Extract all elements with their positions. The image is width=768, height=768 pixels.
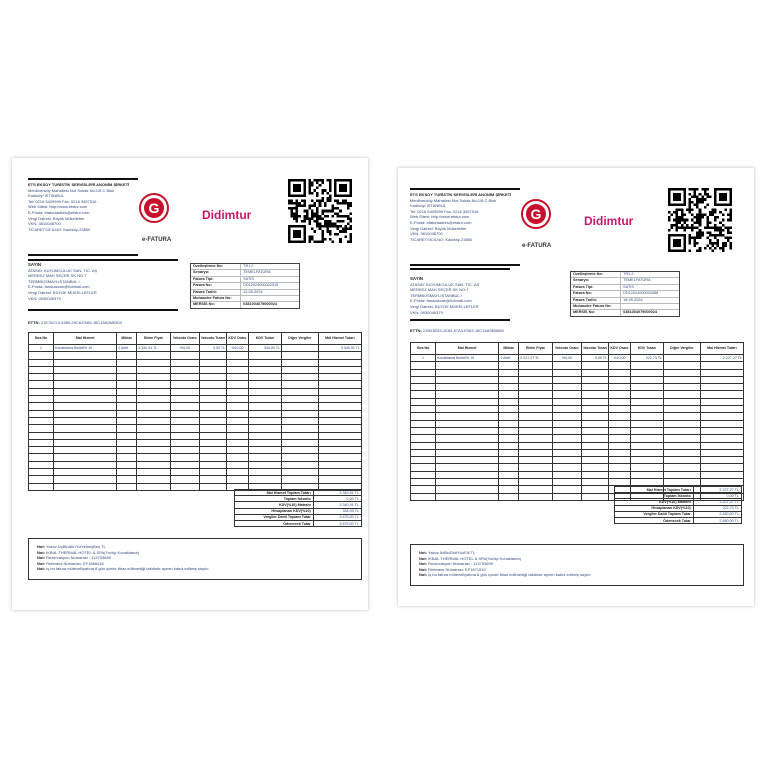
empty-table-row: [411, 398, 744, 405]
note-label: Not:: [419, 550, 427, 555]
note-label: Not:: [419, 566, 427, 572]
empty-table-row: [411, 369, 744, 376]
cell-no: 1: [411, 355, 436, 362]
qr-code: [668, 188, 732, 252]
totals-table: [614, 486, 742, 524]
meta-value: TR1.2: [241, 264, 299, 270]
empty-table-row: [29, 374, 362, 381]
meta-key: Fatura No:: [191, 283, 241, 289]
column-header: KDV Tutarı: [630, 343, 663, 355]
totals-value: 3.340,91 TL: [313, 502, 361, 508]
empty-table-row: [411, 464, 744, 471]
meta-key: Özelleştirme No:: [571, 272, 621, 278]
totals-key: Hesaplanan KDV(%10): [235, 508, 314, 514]
seller-bottom-rule: [28, 254, 138, 256]
column-header: İskonto Oranı: [552, 343, 582, 355]
cell-disc: 0,00 TL: [582, 355, 609, 362]
buyer-vkn: VKN: 0930046379: [28, 295, 61, 301]
note-text: Rezervasyon Numarası : 113753885: [46, 555, 111, 561]
column-header: Diğer Vergiler: [282, 333, 319, 345]
empty-table-row: [411, 391, 744, 398]
buyer-heading: SAYIN: [28, 262, 42, 267]
meta-key: Özelleştirme No:: [191, 264, 241, 270]
meta-value: DD12024000000388: [621, 291, 679, 297]
column-header: İskonto Tutarı: [582, 343, 609, 355]
totals-table: [234, 489, 362, 527]
empty-table-row: [411, 420, 744, 427]
buyer-name: ATASAY KUYUMCULUK SAN. TİC. AŞ: [28, 267, 98, 273]
seller-top-rule: [28, 178, 138, 180]
seller-city: Kadıköy/ İSTANBUL: [28, 193, 64, 199]
cell-disc-rate: %0,00: [552, 355, 582, 362]
seller-block: [28, 182, 146, 232]
buyer-district: TERMBOSMAYLISTANBUL /: [410, 292, 462, 298]
totals-key: Hesaplanan KDV(%10): [615, 505, 694, 511]
gib-seal-logo: [520, 198, 552, 236]
brand-logo-text: Didimtur: [584, 214, 634, 228]
empty-table-row: [411, 413, 744, 420]
meta-value: 12-09-2024: [241, 289, 299, 295]
meta-key: Muhasebe Fatura No:: [191, 296, 241, 302]
ettn-value: 21E76C24-9380-29C8-E065-16C15A9M0303: [40, 320, 122, 325]
totals-value: 222,73 TL: [693, 505, 741, 511]
seller-web: Web Sitesi: http://www.etstur.com: [28, 204, 88, 210]
note-text: İKBAL THERMAL HOTEL & SPA(Yurtiçi Konaklama): [428, 555, 521, 561]
empty-table-row: [29, 410, 362, 417]
meta-key: MERSİS No:: [571, 310, 621, 316]
ettn-label: ETTN:: [28, 320, 40, 325]
empty-table-row: [411, 435, 744, 442]
table-header-row: [411, 343, 744, 355]
seller-name: ETS EKSOY TURİSTİK SERVİSLERİ ANONİM ŞİRKETİ: [28, 182, 130, 187]
totals-key: Ödenecek Tutar: [615, 517, 694, 523]
column-header: Diğer Vergiler: [664, 343, 701, 355]
seller-web: Web Sitesi: http://www.etstur.com: [410, 214, 470, 220]
empty-table-row: [29, 439, 362, 446]
column-header: KDV Oranı: [609, 343, 631, 355]
seller-tax-office: Vergi Dairesi: Büyük Mükellefler: [410, 225, 467, 231]
efatura-label: e-FATURA: [142, 237, 172, 243]
cell-desc: Konaklama Bedeli% 10: [53, 345, 116, 352]
meta-key: Fatura Tipi:: [571, 284, 621, 290]
meta-value: 0381004079000024: [243, 302, 277, 307]
empty-table-row: [29, 403, 362, 410]
ettn-line: [410, 328, 504, 333]
column-header: KDV Oranı: [227, 333, 249, 345]
invoice-meta-box: [570, 271, 680, 317]
brand-logo-text: Didimtur: [202, 208, 252, 222]
totals-key: Mal Hizmet Toplam Tutarı: [615, 487, 694, 493]
empty-table-row: [29, 381, 362, 388]
totals-value: 2.450,00 TL: [693, 517, 741, 523]
seller-trade-reg: TİCARETSİCİLNO: Kadıköy-23850: [410, 236, 473, 242]
cell-qty: 1 Adet: [499, 355, 519, 362]
note-text: Rezervasyon Numarası : 113753690: [428, 561, 493, 567]
buyer-address: MERKEZ MAH SEÇER SK NO:7: [410, 287, 469, 293]
meta-key: Fatura Tarihi:: [571, 297, 621, 303]
svg-text:G: G: [530, 206, 542, 222]
ettn-label: ETTN:: [410, 328, 422, 333]
buyer-block: [410, 276, 560, 315]
meta-key: Muhasebe Fatura No:: [571, 304, 621, 310]
meta-row: [571, 310, 679, 316]
cell-other: [664, 355, 701, 362]
seller-bottom-rule: [410, 264, 520, 266]
meta-key: Senaryo:: [191, 270, 241, 276]
totals-key: Vergiler Dahil Toplam Tutar: [615, 511, 694, 517]
note-line: [37, 566, 353, 572]
cell-desc: Konaklama Bedeli% 10: [435, 355, 498, 362]
buyer-tax-office: Vergi Dairesi: BÜYÜK MÜKELLEFLER: [410, 303, 479, 309]
column-header: Birim Fiyat: [137, 333, 170, 345]
empty-table-row: [29, 454, 362, 461]
seller-email: E-Posta: efaturaadres@etstur.com: [28, 209, 90, 215]
invoice-page-2: [398, 168, 754, 606]
line-items-body: [29, 345, 362, 491]
column-header: Mal Hizmet Tutarı: [700, 343, 743, 355]
empty-table-row: [29, 461, 362, 468]
note-text: İş bu fatura mütevelliyatına 8 gün içinde itiraz edilmediği takdirde aynen kabul edilmiş sayılır.: [428, 572, 592, 578]
empty-table-row: [29, 447, 362, 454]
totals-value: 2.227,27 TL: [693, 499, 741, 505]
note-text: Yalnız ÜçBinAltıYüzYetmişBeş TL: [46, 544, 106, 549]
ettn-line: [28, 320, 122, 325]
note-label: Not:: [37, 566, 45, 572]
empty-table-row: [411, 362, 744, 369]
empty-table-row: [29, 425, 362, 432]
buyer-name: ATASAY KUYUMCULUK SAN. TİC. AŞ: [410, 281, 480, 287]
seller-address: Merdivenköy Mahallesi Nur Sokak No:1/8 C Blok: [28, 187, 115, 193]
totals-value: 3.675,00 TL: [313, 514, 361, 520]
meta-value: TEMELFATURA: [241, 270, 299, 276]
seller-vkn: VKN: 3810046700: [28, 221, 61, 227]
seller-name: ETS EKSOY TURİSTİK SERVİSLERİ ANONİM ŞİRKETİ: [410, 192, 512, 197]
seller-phone: Tel: 0216 5429999 Fax: 0216 3457516: [410, 208, 479, 214]
note-label: Not:: [37, 560, 45, 566]
note-label: Not:: [37, 555, 45, 561]
seller-city: Kadıköy/ İSTANBUL: [410, 203, 446, 209]
seller-trade-reg: TİCARETSİCİLNO: Kadıköy-23850: [28, 226, 91, 232]
seller-vkn: VKN: 3810046700: [410, 231, 443, 237]
seller-email: E-Posta: efaturaadres@etstur.com: [410, 219, 472, 225]
totals-key: Ödenecek Tutar: [235, 520, 314, 526]
svg-text:G: G: [148, 200, 160, 216]
buyer-bottom-rule: [410, 319, 510, 321]
line-items-body: [411, 355, 744, 501]
totals-row: [615, 517, 742, 523]
empty-table-row: [29, 359, 362, 366]
meta-value: 18-09-2024: [621, 297, 679, 303]
meta-value: SATIS: [621, 284, 679, 290]
buyer-email: E-Posta: farukakcan@hotmail.com: [28, 284, 90, 290]
buyer-block: [28, 262, 178, 301]
empty-table-row: [29, 366, 362, 373]
seller-tax-office: Vergi Dairesi: Büyük Mükellefler: [28, 215, 85, 221]
empty-table-row: [29, 388, 362, 395]
cell-vat: 334,09 TL: [248, 345, 281, 352]
buyer-top-rule: [28, 259, 178, 261]
meta-key: MERSİS No:: [191, 302, 241, 308]
empty-table-row: [29, 432, 362, 439]
note-label: Not:: [419, 572, 427, 578]
cell-no: 1: [29, 345, 54, 352]
empty-table-row: [411, 384, 744, 391]
column-header: İskonto Tutarı: [200, 333, 227, 345]
table-row: [411, 355, 744, 362]
meta-value: TEMELFATURA: [621, 278, 679, 284]
buyer-address: MERKEZ MAH SEÇER SK NO:7: [28, 273, 87, 279]
note-text: Referans Numarası: EF1871510: [428, 566, 486, 572]
totals-value: 2.227,27 TL: [693, 487, 741, 493]
buyer-heading: SAYIN: [410, 276, 424, 281]
totals-value: 2.450,00 TL: [693, 511, 741, 517]
empty-table-row: [411, 479, 744, 486]
note-text: Referans Numarası: EF1866416: [46, 560, 104, 566]
cell-price: 3.340,91 TL: [137, 345, 170, 352]
qr-code: [288, 179, 352, 243]
totals-key: Toplam İskonto: [615, 493, 694, 499]
totals-key: Mal Hizmet Toplam Tutarı: [235, 490, 314, 496]
note-line: [419, 572, 735, 578]
invoice-meta-box: [190, 263, 300, 309]
cell-other: [282, 345, 319, 352]
cell-vat-rate: %10,00: [227, 345, 249, 352]
seller-phone: Tel: 0216 5429999 Fax: 0216 3457516: [28, 198, 97, 204]
cell-qty: 1 Adet: [117, 345, 137, 352]
totals-value: 3.675,00 TL: [313, 520, 361, 526]
empty-table-row: [29, 352, 362, 359]
line-items-table: [28, 332, 362, 491]
totals-key: Vergiler Dahil Toplam Tutar: [235, 514, 314, 520]
meta-key: Senaryo:: [571, 278, 621, 284]
empty-table-row: [411, 449, 744, 456]
column-header: Sıra No: [411, 343, 436, 355]
empty-table-row: [29, 417, 362, 424]
cell-total: 2.227,27 TL: [700, 355, 743, 362]
cell-vat-rate: %10,00: [609, 355, 631, 362]
empty-table-row: [29, 476, 362, 483]
cell-disc-rate: %0,00: [170, 345, 200, 352]
cell-vat: 222,73 TL: [630, 355, 663, 362]
table-header-row: [29, 333, 362, 345]
cell-total: 3.340,91 TL: [318, 345, 361, 352]
totals-key: Toplam İskonto: [235, 496, 314, 502]
table-row: [29, 345, 362, 352]
ettn-value: 21B03E53-1E83-87A3-E063-16C15A9M0860: [422, 328, 504, 333]
buyer-top-rule: [410, 268, 510, 270]
column-header: Mal Hizmet Tutarı: [318, 333, 361, 345]
empty-table-row: [411, 427, 744, 434]
seller-block: [410, 192, 528, 242]
cell-disc: 0,00 TL: [200, 345, 227, 352]
seller-top-rule: [410, 188, 520, 190]
meta-key: Fatura Tipi:: [191, 276, 241, 282]
totals-value: 3.340,91 TL: [313, 490, 361, 496]
buyer-tax-office: Vergi Dairesi: BÜYÜK MÜKELLEFLER: [28, 289, 97, 295]
column-header: Birim Fiyat: [519, 343, 552, 355]
meta-key: Fatura No:: [571, 291, 621, 297]
column-header: Sıra No: [29, 333, 54, 345]
note-label: Not:: [419, 561, 427, 567]
totals-value: 0,00 TL: [693, 493, 741, 499]
empty-table-row: [29, 469, 362, 476]
empty-table-row: [411, 376, 744, 383]
notes-box: [28, 538, 362, 580]
note-text: Yalnız İkiBinDörtYüzElli TL: [428, 550, 476, 555]
note-text: İKBAL THERMAL HOTEL & SPA(Yurtiçi Konaklama): [46, 549, 139, 555]
buyer-district: TERMBOSMAYLISTANBUL /: [28, 278, 80, 284]
column-header: İskonto Oranı: [170, 333, 200, 345]
meta-value: TR1.2: [621, 272, 679, 278]
column-header: Mal Hizmet: [53, 333, 116, 345]
cell-price: 2.227,27 TL: [519, 355, 552, 362]
meta-value: DD12024000002315: [241, 283, 299, 289]
meta-value: SATIS: [241, 276, 299, 282]
efatura-label: e-FATURA: [522, 243, 552, 249]
buyer-email: E-Posta: farukakcan@hotmail.com: [410, 298, 472, 304]
column-header: Miktar: [499, 343, 519, 355]
meta-row: [191, 302, 299, 308]
note-label: Not:: [419, 555, 427, 561]
seller-address: Merdivenköy Mahallesi Nur Sokak No:1/8 C Blok: [410, 197, 497, 203]
empty-table-row: [411, 442, 744, 449]
column-header: KDV Tutarı: [248, 333, 281, 345]
totals-key: KDV(%10) Matrahı: [235, 502, 314, 508]
totals-row: [235, 520, 362, 526]
line-items-table: [410, 342, 744, 501]
buyer-vkn: VKN: 0930046379: [410, 309, 443, 315]
meta-key: Fatura Tarihi:: [191, 289, 241, 295]
empty-table-row: [411, 406, 744, 413]
empty-table-row: [411, 457, 744, 464]
notes-box: [410, 544, 744, 586]
totals-key: KDV(%10) Matrahı: [615, 499, 694, 505]
empty-table-row: [29, 396, 362, 403]
note-label: Not:: [37, 544, 45, 549]
column-header: Mal Hizmet: [435, 343, 498, 355]
invoice-page-1: [12, 158, 368, 610]
totals-value: 334,09 TL: [313, 508, 361, 514]
buyer-bottom-rule: [28, 309, 178, 311]
meta-value: 0381004079000024: [623, 310, 657, 315]
note-label: Not:: [37, 549, 45, 555]
column-header: Miktar: [117, 333, 137, 345]
gib-seal-logo: [138, 192, 170, 230]
empty-table-row: [411, 471, 744, 478]
totals-value: 0,00 TL: [313, 496, 361, 502]
note-text: İş bu fatura mütevelliyatına 8 gün içinde itiraz edilmediği takdirde aynen kabul edilmiş sayılır.: [46, 566, 210, 572]
